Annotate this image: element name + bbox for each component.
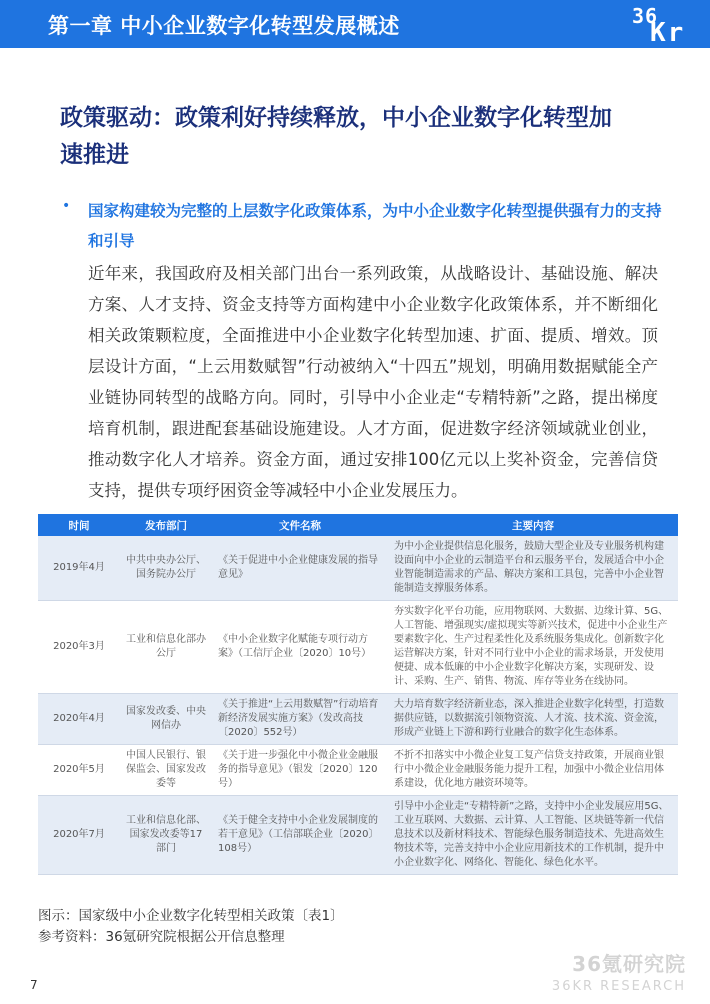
bullet-marker-icon: • [62,198,71,214]
watermark-en: 36KR RESEARCH [551,979,686,994]
cell-content: 夯实数字化平台功能，应用物联网、大数据、边缘计算、5G、人工智能、增强现实/虚拟现实等新兴技术，促进中小企业生产要素数字化、生产过程柔性化及系统服务集成化。创新数字化运营解决方案，针对不同行业中小企业的需求场景，开发使用便捷、成本低廉的中小企业数字化解决方案，实现研发、设计、采购、生产、销售、物流、库存等业务在线协同。 [388,601,678,694]
cell-name: 《关于健全支持中小企业发展制度的若干意见》（工信部联企业〔2020〕108号） [212,796,388,875]
source-caption: 参考资料：36氪研究院根据公开信息整理 [38,929,285,945]
body-paragraph: 近年来，我国政府及相关部门出台一系列政策，从战略设计、基础设施、解决方案、人才支持、资金支持等方面构建中小企业数字化政策体系，并不断细化相关政策颗粒度，全面推进中小企业数字化转型加速、扩面、提质、增效。顶层设计方面，“上云用数赋智”行动被纳入“十四五”规划，明确用数据赋能全产业链协同转型的战略方向。同时，引导中小企业走“专精特新”之路，提出梯度培育机制，跟进配套基础设施建设。人才方面，促进数字经济领域就业创业，推动数字化人才培养。资金方面，通过安排100亿元以上奖补资金，完善信贷支持，提供专项纾困资金等减轻中小企业发展压力。 [88,264,658,500]
page-number: 7 [30,978,38,992]
cell-time: 2020年5月 [38,745,120,796]
cell-dept: 中共中央办公厅、国务院办公厅 [120,536,212,601]
cell-dept: 工业和信息化部办公厅 [120,601,212,694]
page-header [0,0,710,48]
cell-time: 2020年3月 [38,601,120,694]
chapter-title: 第一章 中小企业数字化转型发展概述 [48,14,400,38]
section-title [60,100,660,174]
logo-top-text: 36 [632,4,659,28]
policy-table [38,514,678,875]
table-row [38,694,678,745]
figure-caption: 图示：国家级中小企业数字化转型相关政策〔表1〕 [38,908,344,924]
watermark-cn: 36氪研究院 [572,952,686,976]
36kr-logo [632,2,696,48]
table-row [38,536,678,601]
logo-bottom-text: Kr [650,18,686,48]
cell-dept: 国家发改委、中央网信办 [120,694,212,745]
cell-content: 为中小企业提供信息化服务，鼓励大型企业及专业服务机构建设面向中小企业的云制造平台和云服务平台，发展适合中小企业智能制造需求的产品、解决方案和工具包，完善中小企业智能制造支撑服务体系。 [388,536,678,601]
section-title-line-1: 政策驱动：政策利好持续释放，中小企业数字化转型加 [60,105,612,131]
table-row [38,796,678,875]
table-caption [38,906,344,948]
cell-name: 《关于进一步强化中小微企业金融服务的指导意见》（银发〔2020〕120号） [212,745,388,796]
cell-dept: 中国人民银行、银保监会、国家发改委等 [120,745,212,796]
cell-name: 《中小企业数字化赋能专项行动方案》（工信厅企业〔2020〕10号） [212,601,388,694]
cell-time: 2020年7月 [38,796,120,875]
cell-content: 大力培育数字经济新业态，深入推进企业数字化转型，打造数据供应链，以数据流引领物资流、人才流、技术流、资金流，形成产业链上下游和跨行业融合的数字化生态体系。 [388,694,678,745]
cell-content: 引导中小企业走“专精特新”之路，支持中小企业发展应用5G、工业互联网、大数据、云计算、人工智能、区块链等新一代信息技术以及新材料技术、智能绿色服务制造技术、先进高效生物技术等，完善支持中小企业应用新技术的工作机制，提升中小企业数字化、网络化、智能化、绿色化水平。 [388,796,678,875]
table-header-row [38,514,678,536]
header-content: 主要内容 [512,519,554,532]
header-dept: 发布部门 [145,519,187,532]
cell-content: 不折不扣落实中小微企业复工复产信贷支持政策，开展商业银行中小微企业金融服务能力提升工程，加强中小微企业信用体系建设，优化地方融资环境等。 [388,745,678,796]
cell-name: 《关于促进中小企业健康发展的指导意见》 [212,536,388,601]
cell-name: 《关于推进“上云用数赋智”行动培育新经济发展实施方案》（发改高技〔2020〕552号） [212,694,388,745]
cell-time: 2020年4月 [38,694,120,745]
table-row [38,601,678,694]
section-title-line-2: 速推进 [60,142,129,168]
36kr-research-watermark [552,948,686,994]
bullet-heading: 国家构建较为完整的上层数字化政策体系，为中小企业数字化转型提供强有力的支持和引导 [88,202,662,250]
table-row [38,745,678,796]
header-time: 时间 [68,519,90,532]
cell-dept: 工业和信息化部、国家发改委等17部门 [120,796,212,875]
cell-time: 2019年4月 [38,536,120,601]
header-name: 文件名称 [279,519,321,532]
